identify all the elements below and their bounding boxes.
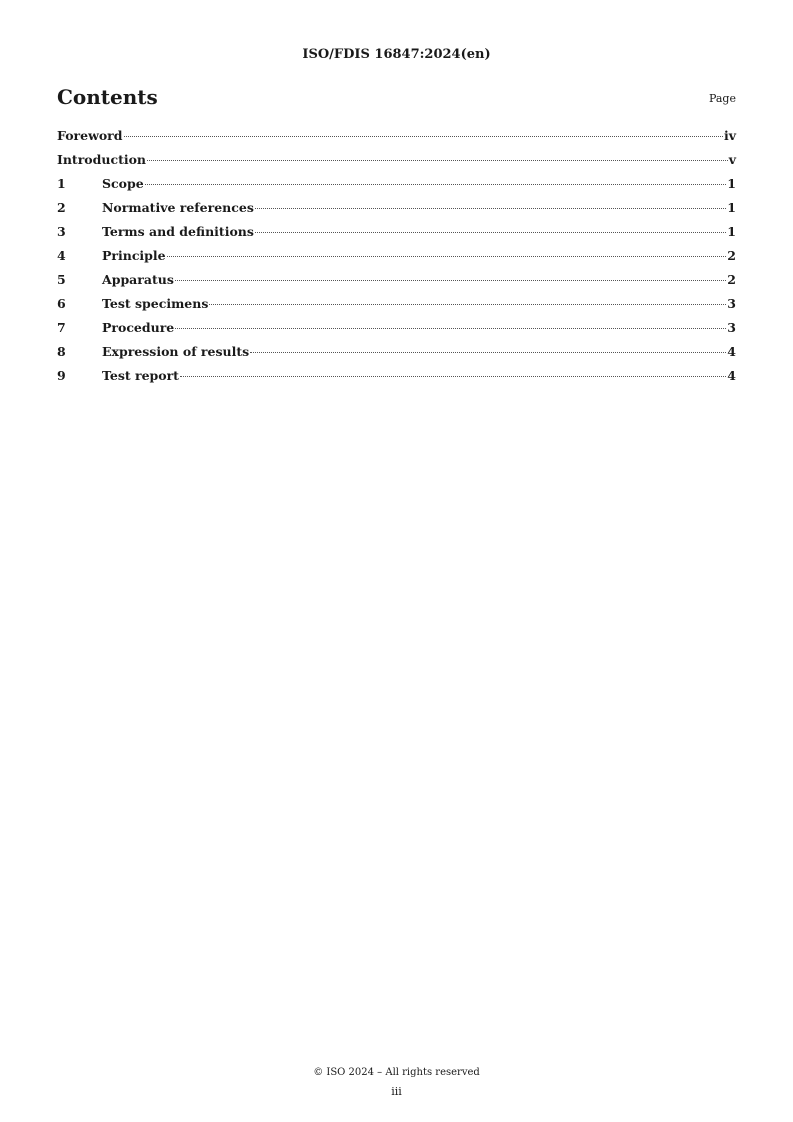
toc-entry-page: 3 [727, 296, 736, 311]
toc-entry-title: Introduction [57, 152, 147, 167]
dot-leader [175, 328, 726, 329]
toc-entry-page: 1 [727, 224, 736, 239]
dot-leader [175, 280, 726, 281]
toc-entry-number: 2 [57, 200, 66, 215]
page-number: iii [391, 1085, 402, 1098]
dot-leader [167, 256, 727, 257]
toc-entry-title: Principle [102, 248, 166, 263]
toc-entry-number: 1 [57, 176, 66, 191]
dot-leader [147, 160, 728, 161]
toc-entry-title: Terms and definitions [102, 224, 254, 239]
toc-entry-test-report[interactable] [57, 368, 736, 392]
toc-entry-scope[interactable] [57, 176, 736, 200]
toc-entry-title: Expression of results [102, 344, 250, 359]
toc-entry-title: Scope [102, 176, 144, 191]
toc-entry-normative-references[interactable] [57, 200, 736, 224]
dot-leader [209, 304, 726, 305]
toc-entry-page: 4 [727, 368, 736, 383]
toc-entry-page: v [728, 152, 736, 167]
toc-entry-page: 2 [727, 248, 736, 263]
toc-entry-number: 8 [57, 344, 66, 359]
copyright-notice: © ISO 2024 – All rights reserved [313, 1067, 480, 1078]
toc-entry-page: 3 [727, 320, 736, 335]
toc-entry-page: 1 [727, 200, 736, 215]
toc-entry-page: 4 [727, 344, 736, 359]
toc-entry-number: 7 [57, 320, 66, 335]
toc-entry-number: 5 [57, 272, 66, 287]
toc-entry-terms-and-definitions[interactable] [57, 224, 736, 248]
dot-leader [255, 208, 726, 209]
toc-entry-title: Procedure [102, 320, 175, 335]
toc-entry-title: Foreword [57, 128, 123, 143]
dot-leader [145, 184, 727, 185]
toc-entry-foreword[interactable] [57, 128, 736, 152]
dot-leader [250, 352, 726, 353]
toc-entry-title: Test specimens [102, 296, 209, 311]
page-column-label: Page [708, 92, 736, 105]
toc-entry-number: 6 [57, 296, 66, 311]
toc-entry-number: 9 [57, 368, 66, 383]
toc-entry-title: Apparatus [102, 272, 174, 287]
toc-entry-title: Test report [102, 368, 179, 383]
document-id-header: ISO/FDIS 16847:2024(en) [302, 47, 491, 62]
toc-entry-page: 2 [727, 272, 736, 287]
toc-entry-page: 1 [727, 176, 736, 191]
toc-entry-page: iv [723, 128, 736, 143]
dot-leader [124, 136, 723, 137]
toc-entry-number: 3 [57, 224, 66, 239]
toc-entry-principle[interactable] [57, 248, 736, 272]
toc-entry-number: 4 [57, 248, 66, 263]
toc-entry-test-specimens[interactable] [57, 296, 736, 320]
dot-leader [180, 376, 726, 377]
toc-entry-title: Normative references [102, 200, 254, 215]
contents-title: Contents [57, 85, 158, 109]
toc-entry-expression-of-results[interactable] [57, 344, 736, 368]
dot-leader [255, 232, 726, 233]
table-of-contents [57, 128, 736, 392]
toc-entry-procedure[interactable] [57, 320, 736, 344]
toc-entry-apparatus[interactable] [57, 272, 736, 296]
toc-entry-introduction[interactable] [57, 152, 736, 176]
